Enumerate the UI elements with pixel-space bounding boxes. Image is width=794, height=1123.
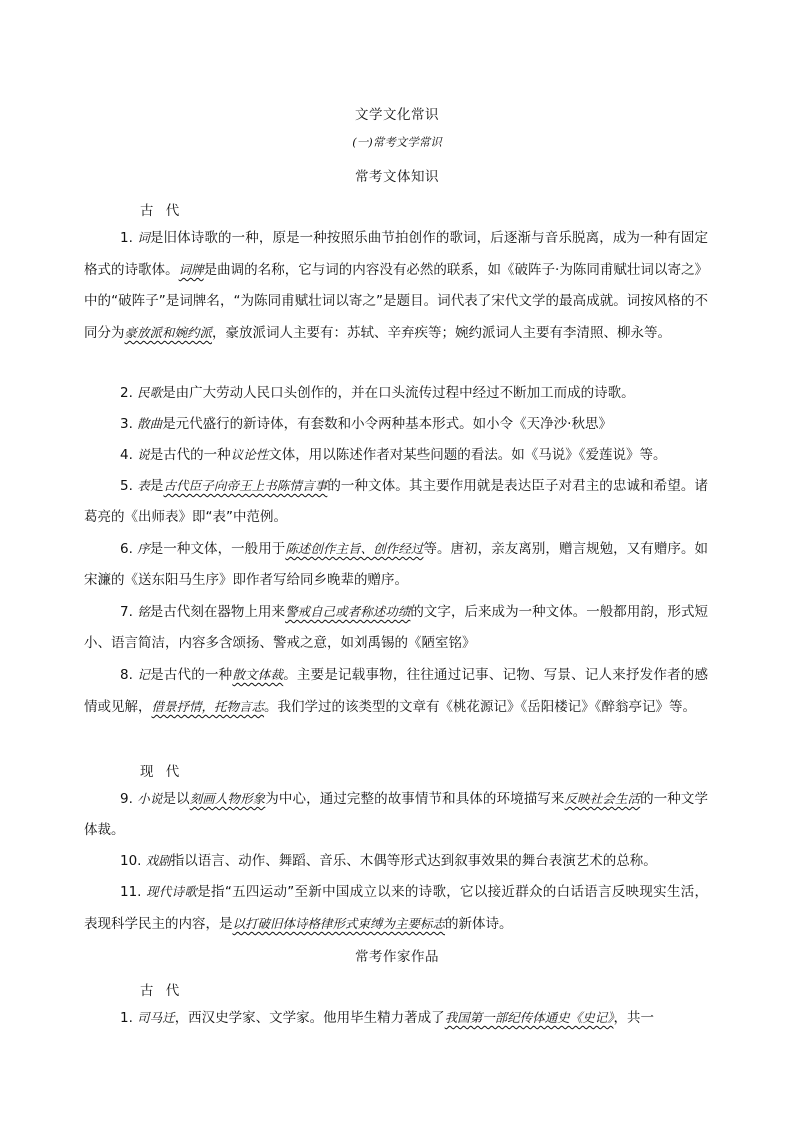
term-renwu: 刻画人物形象 [189, 791, 266, 806]
text: 的新体诗。 [445, 916, 513, 932]
heading-ancient: 古 代 [140, 203, 184, 219]
text: 是以 [162, 791, 190, 807]
term-xiju: 戏剧 [145, 853, 171, 868]
text: 是元代盛行的新诗体，有套数和小令两种基本形式。如小令《天净沙·秋思》 [162, 416, 612, 432]
item-number: 10. [120, 853, 146, 869]
text: 是曲调的名称，它与词的内容没有必然的联系，如《破阵子·为陈同甫赋壮词以寄之》中的“破阵子”是词牌名，“为陈同甫赋壮词以寄之”是题目。词代表了宋代文学的最高成就。词按风格的不同分为 [84, 262, 708, 341]
text: 等。唐初，亲友离别，赠言规勉，又有赠序。如宋濂的《送东阳马生序》即作者写给同乡晚辈的赠序。 [84, 541, 709, 588]
paragraph-ming [84, 596, 708, 659]
term-xiandaishi: 现代诗歌 [146, 884, 198, 899]
paragraph-biao [84, 470, 708, 533]
text: 是由广大劳动人民口头创作的，并在口头流传过程中经过不断加工而成的诗歌。 [162, 385, 635, 401]
term-minge: 民歌 [137, 385, 163, 400]
term-yilunxing: 议论性 [230, 447, 269, 462]
term-shehui: 反映社会生活 [564, 791, 641, 806]
term-xu-def: 陈述创作主旨、创作经过 [285, 541, 424, 556]
term-simaqian: 司马迁 [137, 1010, 175, 1025]
term-biao-def: 古代臣子向帝王上书陈情言事 [163, 478, 328, 493]
document-title: 文学文化常识 [355, 107, 439, 123]
item-number: 4. [120, 447, 138, 463]
part-title-authors: 常考作家作品 [355, 949, 439, 965]
item-number: 2. [120, 385, 138, 401]
term-styles: 豪放派和婉约派 [124, 325, 213, 340]
term-sanwen: 散文体裁 [232, 667, 284, 682]
term-xiaoshuo: 小说 [137, 791, 163, 806]
text: 文体，用以陈述作者对某些问题的看法。如《马说》《爱莲说》等。 [268, 447, 667, 463]
text: 的一种文体。其主要作用就是表达臣子对君主的忠诚和希望。诸葛亮的《出师表》即“表”中范例。 [84, 478, 709, 525]
heading-modern: 现 代 [140, 764, 184, 780]
item-number: 9. [120, 791, 138, 807]
item-number: 7. [120, 604, 138, 620]
text: 是古代刻在器物上用来 [149, 604, 286, 620]
term-biao: 表 [137, 478, 150, 493]
text: 是一种文体，一般用于 [149, 541, 286, 557]
paragraph-xiandaishi [84, 876, 708, 940]
item-number: 5. [120, 478, 138, 494]
text: 。我们学过的该类型的文章有《桃花源记》《岳阳楼记》《醉翁亭记》等。 [264, 699, 697, 715]
text: 是古代的一种 [149, 447, 231, 463]
paragraph-ci [84, 222, 708, 349]
term-ci: 词 [137, 230, 150, 245]
text: 是旧体诗歌的一种，原是一种按照乐曲节拍创作的歌词，后逐渐与音乐脱离，成为一种有固定格式的诗歌体。 [84, 230, 709, 278]
part-title-genres: 常考文体知识 [355, 169, 439, 185]
term-xu: 序 [137, 541, 150, 556]
text: 是 [149, 478, 164, 494]
term-ming-def: 警戒自己或者称述功绩 [285, 604, 411, 619]
term-ming: 铭 [137, 604, 150, 619]
text: 是指“五四运动”至新中国成立以来的诗歌，它以接近群众的白话语言反映现实生活，表现科学民主的内容，是 [84, 884, 708, 932]
text: ，共一 [613, 1010, 654, 1026]
text: 是古代的一种 [150, 667, 233, 683]
item-number: 11. [120, 884, 147, 900]
text: ，西汉史学家、文学家。他用毕生精力著成了 [174, 1010, 445, 1026]
term-jiejing: 借景抒情，托物言志 [151, 699, 265, 714]
paragraph-minge [84, 377, 708, 409]
paragraph-xu [84, 533, 708, 596]
term-shuo: 说 [137, 447, 150, 462]
text: 指以语言、动作、舞蹈、音乐、木偶等形式达到叙事效果的舞台表演艺术的总称。 [170, 853, 657, 869]
item-number: 1. [120, 230, 138, 246]
term-sanqu: 散曲 [137, 416, 163, 431]
paragraph-shuo [84, 439, 708, 471]
paragraph-sanqu [84, 408, 708, 440]
item-number: 6. [120, 541, 138, 557]
item-number: 8. [120, 667, 138, 683]
paragraph-xiaoshuo [84, 783, 708, 846]
item-number: 1. [120, 1010, 138, 1026]
section-subtitle: (一)常考文学常识 [352, 135, 442, 149]
paragraph-ji [84, 659, 708, 723]
text: 为中心，通过完整的故事情节和具体的环境描写来 [265, 791, 565, 807]
term-gelv: 以打破旧体诗格律形式束缚为主要标志 [232, 916, 446, 931]
item-number: 3. [120, 416, 138, 432]
paragraph-xiju [84, 845, 708, 877]
term-ji: 记 [137, 667, 151, 682]
term-cipai: 词牌 [178, 262, 204, 277]
paragraph-simaqian [84, 1002, 708, 1033]
text: ，豪放派词人主要有：苏轼、辛弃疾等；婉约派词人主要有李清照、柳永等。 [212, 325, 672, 341]
text: 的一种文学体裁。 [84, 791, 709, 838]
text: 。主要是记载事物，往往通过记事、记物、写景、记人来抒发作者的感情或见解， [84, 667, 709, 715]
heading-ancient-authors: 古 代 [140, 983, 184, 999]
term-shiji: 我国第一部纪传体通史《史记》 [444, 1010, 614, 1025]
text: 的文字，后来成为一种文体。一般都用韵，形式短小、语言简洁，内容多含颂扬、警戒之意，如刘禹锡的《陋室铭》 [84, 604, 708, 651]
